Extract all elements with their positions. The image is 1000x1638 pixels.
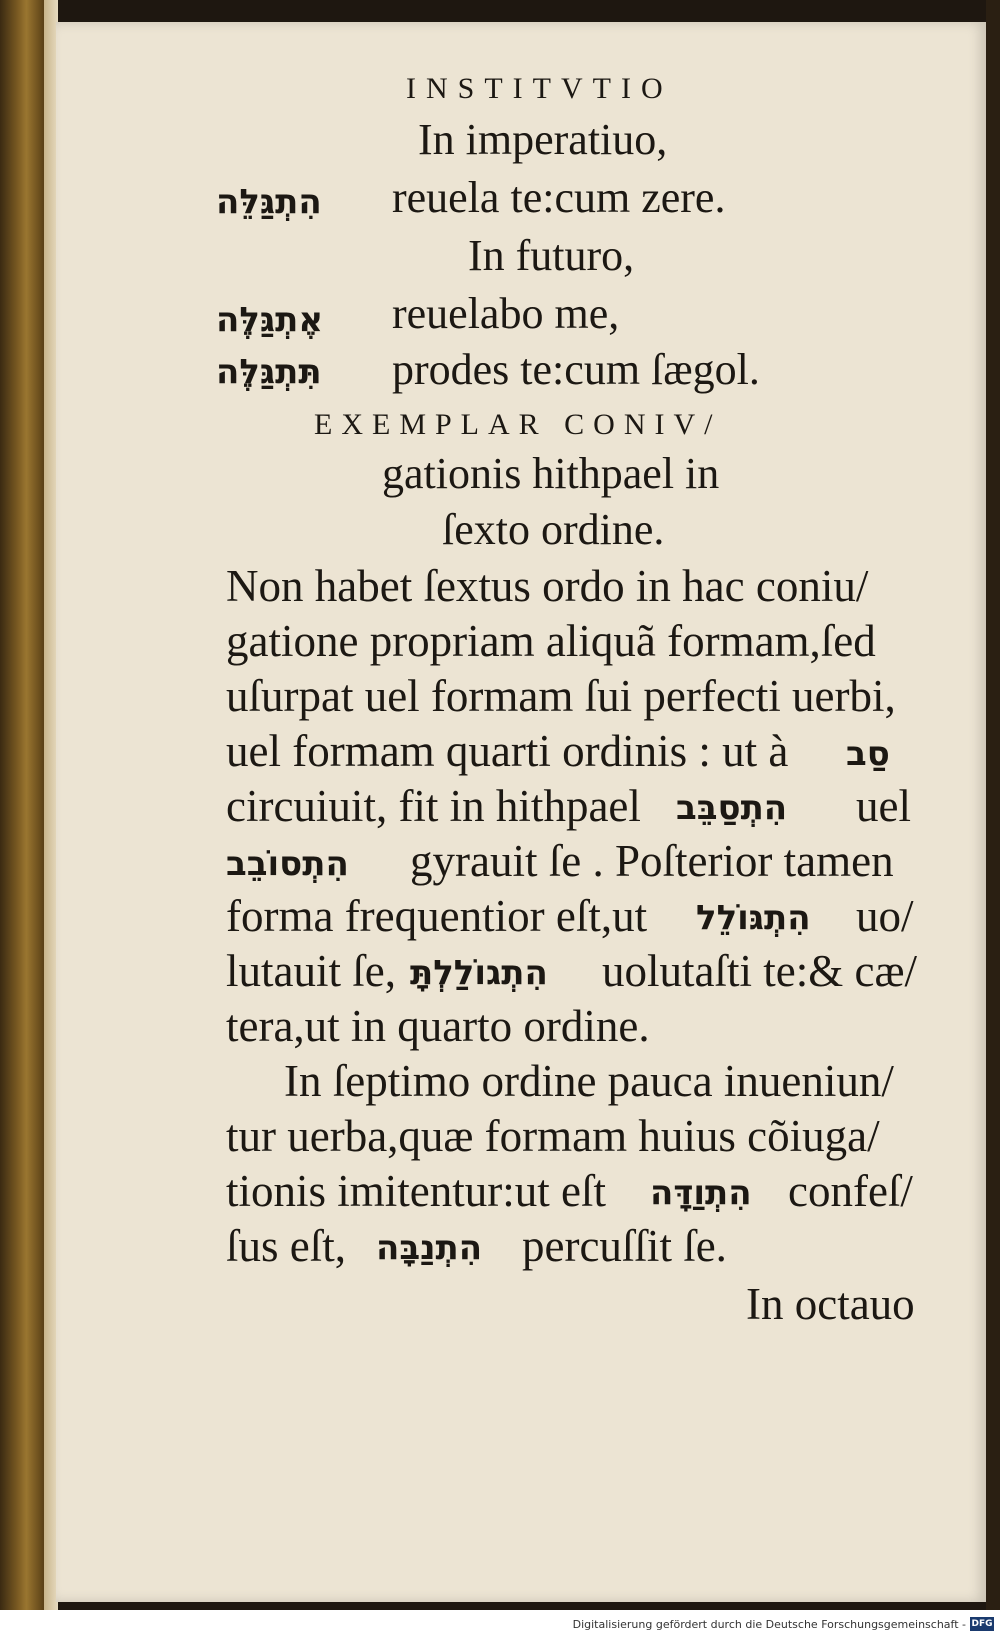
hebrew-inline: הִתְגּוֹלֵל bbox=[696, 898, 811, 938]
body-line: tera,ut in quarto ordine. bbox=[226, 1001, 650, 1051]
running-title: INSTITVTIO bbox=[406, 72, 673, 105]
hebrew-inline: סַב bbox=[846, 734, 890, 774]
body-line: ſus eſt, bbox=[226, 1221, 346, 1271]
body-line: forma frequentior eſt,ut bbox=[226, 891, 648, 941]
catchword: In octauo bbox=[746, 1279, 915, 1329]
footer-bar bbox=[0, 1612, 1000, 1638]
body-line: tionis imitentur:ut eſt bbox=[226, 1166, 606, 1216]
body-line: lutauit ſe, bbox=[226, 946, 396, 996]
imperative-gloss: reuela te:cum zere. bbox=[392, 173, 726, 222]
section-subtitle: gationis hithpael in bbox=[382, 449, 720, 498]
future-heading: In futuro, bbox=[468, 231, 635, 280]
page-edge bbox=[986, 0, 1000, 1610]
body-line-end: uel bbox=[856, 781, 911, 831]
section-subtitle-2: ſexto ordine. bbox=[442, 505, 665, 554]
hebrew-inline: הִתְסוֹבֵב bbox=[226, 844, 349, 884]
hebrew-future-1: אֶתְגַּלֶּה bbox=[216, 300, 324, 340]
body-line: In ſeptimo ordine pauca inueniun/ bbox=[284, 1056, 894, 1106]
body-line-end: percuſſit ſe. bbox=[522, 1221, 727, 1271]
hebrew-inline: הִתְסַבֵּב bbox=[676, 788, 788, 828]
body-line: uſurpat uel formam ſui perfecti uerbi, bbox=[226, 671, 896, 721]
body-line: circuiuit, fit in hithpael bbox=[226, 781, 641, 831]
future-gloss-1: reuelabo me, bbox=[392, 289, 620, 338]
hebrew-inline: הִתְנַבָּה bbox=[376, 1228, 483, 1268]
body-line: Non habet ſextus ordo in hac coniu/ bbox=[226, 561, 869, 611]
hebrew-inline: הִתְגוֹלַלְתָּ bbox=[410, 953, 548, 993]
body-line: gatione propriam aliquã formam,ſed bbox=[226, 616, 876, 666]
body-line: gyrauit ſe . Poſterior tamen bbox=[410, 836, 894, 886]
body-line-end: uolutaſti te:& cæ/ bbox=[602, 946, 917, 996]
body-line-end: confeſ/ bbox=[788, 1166, 913, 1216]
future-gloss-2: prodes te:cum ſægol. bbox=[392, 345, 760, 394]
body-line-end: uo/ bbox=[856, 891, 914, 941]
section-title: EXEMPLAR CONIV/ bbox=[314, 408, 722, 441]
dfg-logo: DFG bbox=[971, 1619, 993, 1629]
book-page bbox=[56, 22, 986, 1602]
book-spine bbox=[0, 0, 44, 1610]
body-line: uel formam quarti ordinis : ut à bbox=[226, 726, 789, 776]
imperative-heading: In imperatiuo, bbox=[418, 115, 668, 164]
footer-credit: Digitalisierung gefördert durch die Deutsche Forschungsgemeinschaft - bbox=[572, 1618, 966, 1631]
hebrew-future-2: תִּתְגַּלֶּה bbox=[216, 352, 322, 392]
hebrew-imperative: הִתְגַּלֵּה bbox=[216, 182, 322, 222]
body-line: tur uerba,quæ formam huius cõiuga/ bbox=[226, 1111, 880, 1161]
hebrew-inline: הִתְוַדָּה bbox=[650, 1173, 752, 1213]
